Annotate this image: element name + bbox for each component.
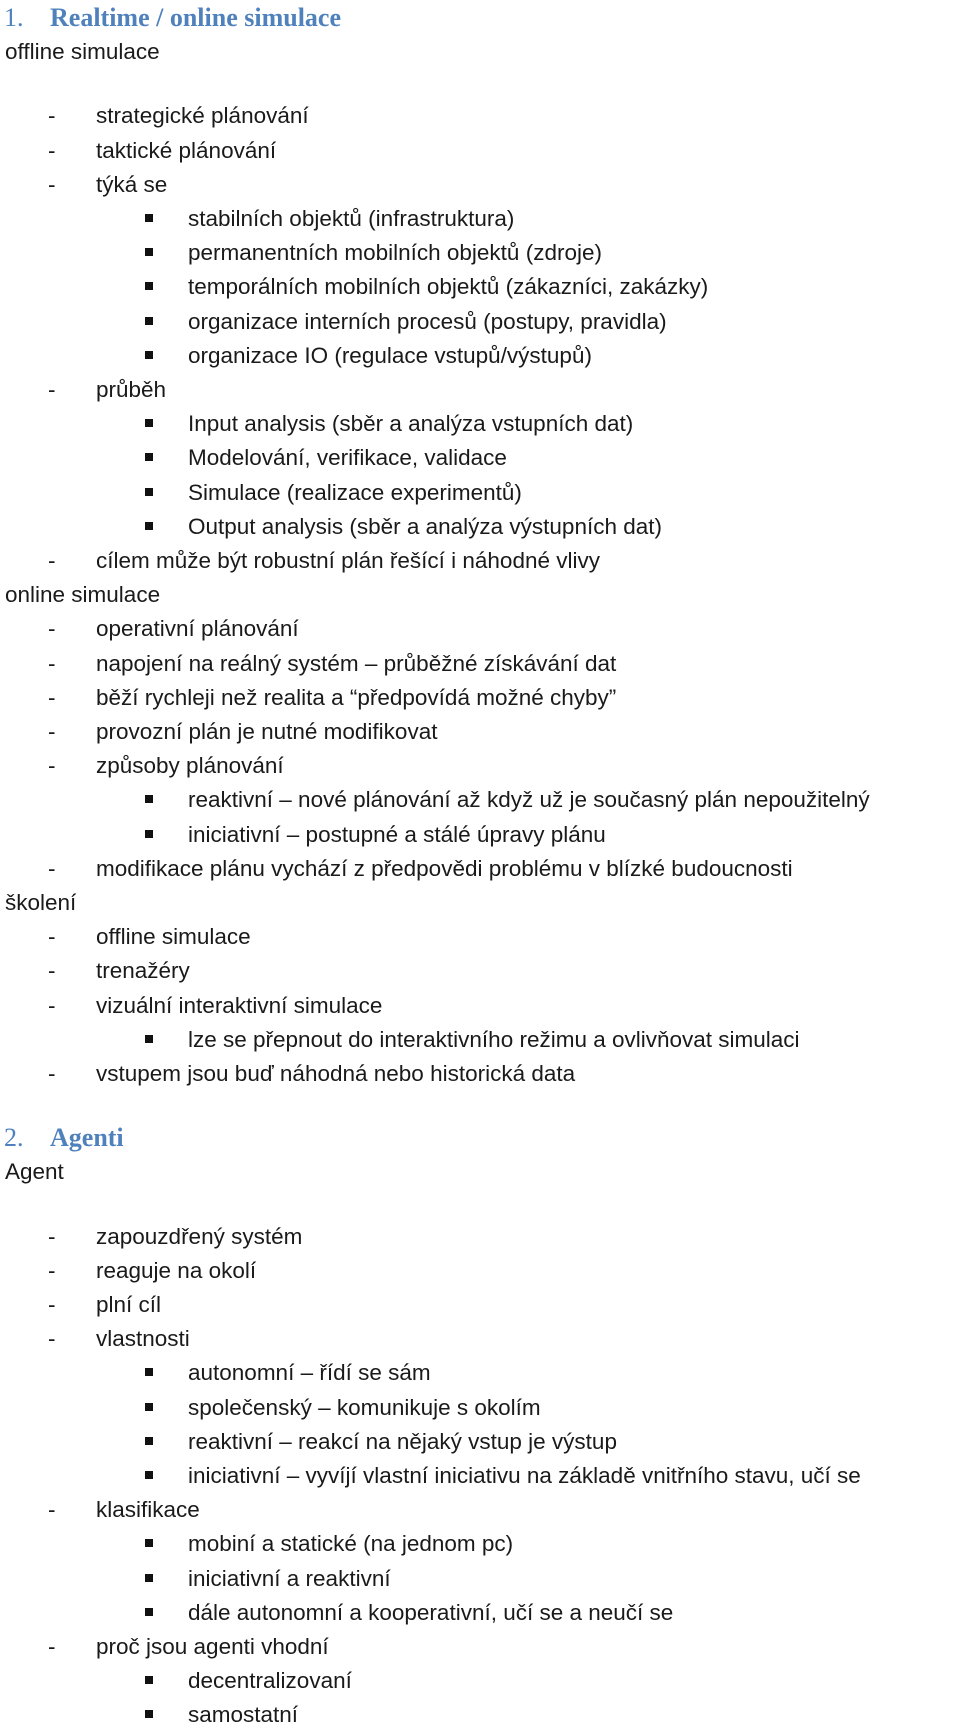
paragraph-text: Agent [5, 1159, 64, 1184]
list-item-text: strategické plánování [96, 103, 309, 128]
dash-bullet-icon: - [48, 719, 56, 744]
list-item-text: vizuální interaktivní simulace [96, 993, 383, 1018]
square-bullet-icon [145, 488, 153, 496]
square-bullet-icon [145, 1403, 153, 1411]
heading-text: Agenti [50, 1123, 124, 1152]
sub-list-item-text: reaktivní – reakcí na nějaký vstup je výstup [188, 1429, 617, 1454]
sub-list-item-text: temporálních mobilních objektů (zákazníci, zakázky) [188, 274, 709, 299]
list-item-text: napojení na reálný systém – průběžné získávání dat [96, 651, 617, 676]
sub-list-item-text: iniciativní – postupné a stálé úpravy plánu [188, 822, 606, 847]
sub-list-item-text: Output analysis (sběr a analýza výstupních dat) [188, 514, 662, 539]
sub-list-item-text: organizace IO (regulace vstupů/výstupů) [188, 343, 592, 368]
square-bullet-icon [145, 453, 153, 461]
list-item-text: provozní plán je nutné modifikovat [96, 719, 438, 744]
square-bullet-icon [145, 1539, 153, 1547]
list-item-text: offline simulace [96, 924, 251, 949]
sub-list-item-text: reaktivní – nové plánování až když už je současný plán nepoužitelný [188, 787, 870, 812]
dash-bullet-icon: - [48, 924, 56, 949]
list-item-text: cílem může být robustní plán řešící i náhodné vlivy [96, 548, 600, 573]
square-bullet-icon [145, 1368, 153, 1376]
square-bullet-icon [145, 351, 153, 359]
paragraph-text: offline simulace [5, 39, 160, 64]
square-bullet-icon [145, 795, 153, 803]
square-bullet-icon [145, 214, 153, 222]
dash-bullet-icon: - [48, 1258, 56, 1283]
square-bullet-icon [145, 830, 153, 838]
sub-list-item-text: organizace interních procesů (postupy, pravidla) [188, 309, 667, 334]
square-bullet-icon [145, 317, 153, 325]
square-bullet-icon [145, 1035, 153, 1043]
list-item-text: průběh [96, 377, 167, 402]
square-bullet-icon [145, 1608, 153, 1616]
list-item-text: modifikace plánu vychází z předpovědi problému v blízké budoucnosti [96, 856, 793, 881]
dash-bullet-icon: - [48, 1634, 56, 1659]
dash-bullet-icon: - [48, 993, 56, 1018]
list-item-text: taktické plánování [96, 138, 277, 163]
dash-bullet-icon: - [48, 856, 56, 881]
sub-list-item-text: mobiní a statické (na jednom pc) [188, 1531, 514, 1556]
dash-bullet-icon: - [48, 1292, 56, 1317]
list-item-text: zapouzdřený systém [96, 1224, 303, 1249]
sub-list-item-text: Simulace (realizace experimentů) [188, 480, 522, 505]
list-item-text: klasifikace [96, 1497, 200, 1522]
dash-bullet-icon: - [48, 651, 56, 676]
list-item-text: plní cíl [96, 1292, 162, 1317]
heading-number: 2. [4, 1123, 24, 1152]
dash-bullet-icon: - [48, 548, 56, 573]
sub-list-item-text: iniciativní a reaktivní [188, 1566, 391, 1591]
dash-bullet-icon: - [48, 172, 56, 197]
dash-bullet-icon: - [48, 753, 56, 778]
list-item-text: vlastnosti [96, 1326, 190, 1351]
square-bullet-icon [145, 1710, 153, 1718]
dash-bullet-icon: - [48, 377, 56, 402]
list-item-text: týká se [96, 172, 168, 197]
square-bullet-icon [145, 282, 153, 290]
dash-bullet-icon: - [48, 1061, 56, 1086]
square-bullet-icon [145, 419, 153, 427]
square-bullet-icon [145, 1574, 153, 1582]
sub-list-item-text: stabilních objektů (infrastruktura) [188, 206, 515, 231]
dash-bullet-icon: - [48, 103, 56, 128]
sub-list-item-text: Modelování, verifikace, validace [188, 445, 507, 470]
dash-bullet-icon: - [48, 1224, 56, 1249]
square-bullet-icon [145, 522, 153, 530]
sub-list-item-text: Input analysis (sběr a analýza vstupních dat) [188, 411, 634, 436]
list-item-text: operativní plánování [96, 616, 299, 641]
sub-list-item-text: iniciativní – vyvíjí vlastní iniciativu na základě vnitřního stavu, učí se [188, 1463, 861, 1488]
sub-list-item-text: samostatní [188, 1702, 299, 1727]
sub-list-item-text: decentralizovaní [188, 1668, 352, 1693]
sub-list-item-text: lze se přepnout do interaktivního režimu a ovlivňovat simulaci [188, 1027, 800, 1052]
sub-list-item-text: permanentních mobilních objektů (zdroje) [188, 240, 602, 265]
list-item-text: běží rychleji než realita a “předpovídá možné chyby” [96, 685, 617, 710]
sub-list-item-text: společenský – komunikuje s okolím [188, 1395, 541, 1420]
dash-bullet-icon: - [48, 138, 56, 163]
list-item-text: proč jsou agenti vhodní [96, 1634, 329, 1659]
dash-bullet-icon: - [48, 1497, 56, 1522]
paragraph-text: online simulace [5, 582, 161, 607]
dash-bullet-icon: - [48, 616, 56, 641]
heading-text: Realtime / online simulace [50, 3, 342, 32]
list-item-text: trenažéry [96, 958, 190, 983]
sub-list-item-text: dále autonomní a kooperativní, učí se a neučí se [188, 1600, 674, 1625]
square-bullet-icon [145, 1676, 153, 1684]
dash-bullet-icon: - [48, 685, 56, 710]
square-bullet-icon [145, 248, 153, 256]
list-item-text: způsoby plánování [96, 753, 284, 778]
heading-number: 1. [4, 3, 24, 32]
sub-list-item-text: autonomní – řídí se sám [188, 1360, 431, 1385]
dash-bullet-icon: - [48, 958, 56, 983]
square-bullet-icon [145, 1471, 153, 1479]
list-item-text: vstupem jsou buď náhodná nebo historická data [96, 1061, 576, 1086]
square-bullet-icon [145, 1437, 153, 1445]
list-item-text: reaguje na okolí [96, 1258, 257, 1283]
dash-bullet-icon: - [48, 1326, 56, 1351]
paragraph-text: školení [5, 890, 77, 915]
